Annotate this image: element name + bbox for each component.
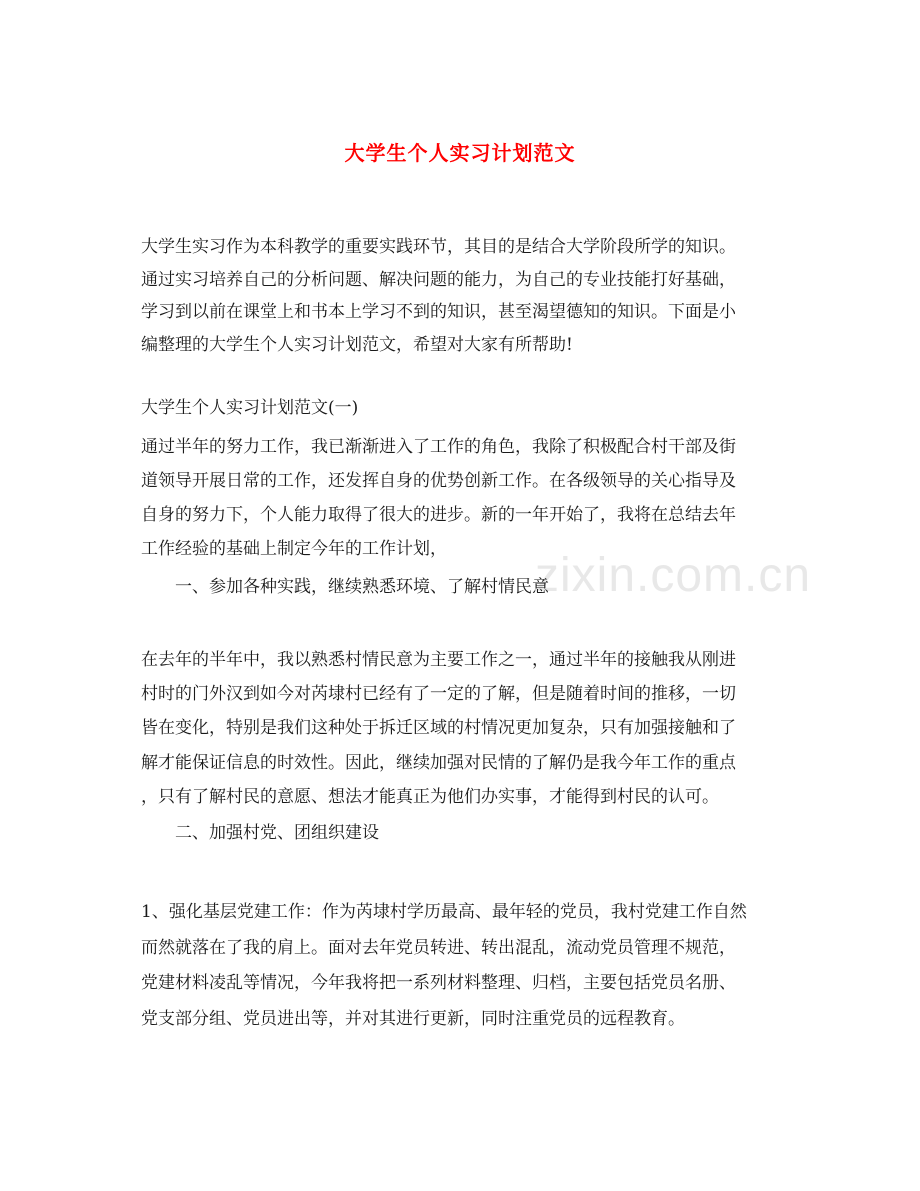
section-heading-2: 二、加强村党、团组织建设	[175, 823, 379, 843]
intro-paragraph: 大学生实习作为本科教学的重要实践环节，其目的是结合大学阶段所学的知识。 通过实习培养自己的分析问题、解决问题的能力，为自己的专业技能打好基础， 学习到以前在课堂上和书本上学习不到的知识，甚至渴望德知的知识。下面是小 编整理的大学生个人实习计划范文，希望对大家有所帮助!	[141, 237, 736, 355]
document-title: 大学生个人实习计划范文	[344, 141, 576, 166]
section-heading-1: 一、参加各种实践，继续熟悉环境、了解村情民意	[175, 577, 549, 597]
watermark: zixin.com.cn	[535, 549, 812, 602]
body-paragraph-1: 通过半年的努力工作，我已渐渐进入了工作的角色，我除了积极配合村干部及街 道领导开展日常的工作，还发挥自身的优势创新工作。在各级领导的关心指导及 自身的努力下，个人能力取得了很大的进步。新的一年开始了，我将在总结去年 工作经验的基础上制定今年的工作计划，	[141, 437, 736, 559]
body-paragraph-3: 1、强化基层党建工作：作为芮埭村学历最高、最年轻的党员，我村党建工作自然 而然就落在了我的肩上。面对去年党员转进、转出混乱，流动党员管理不规范， 党建材料凌乱等情况，今年我将把一系列材料整理、归档，主要包括党员名册、 党支部分组、党员进出等，并对其进行更新，同时注重党员的远程教育。	[141, 902, 747, 1029]
sample-subheading: 大学生个人实习计划范文(一)	[141, 398, 359, 418]
body-paragraph-2: 在去年的半年中，我以熟悉村情民意为主要工作之一，通过半年的接触我从刚进 村时的门外汉到如今对芮埭村已经有了一定的了解，但是随着时间的推移，一切 皆在变化，特别是我们这种处于拆迁区域的村情况更加复杂，只有加强接触和了 解才能保证信息的时效性。因此，继续加强对民情的了解仍是我今年工作的重点 ，只有了解村民的意愿、想法才能真正为他们办实事，才能得到村民的认可。	[141, 650, 736, 807]
